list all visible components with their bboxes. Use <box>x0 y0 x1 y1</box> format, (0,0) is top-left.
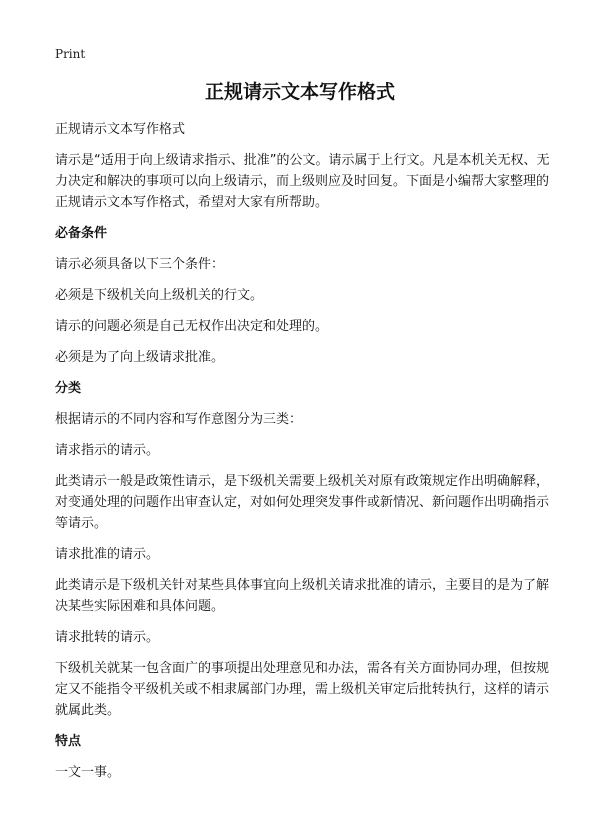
paragraph: 必须是为了向上级请求批准。 <box>55 350 225 365</box>
paragraph: 请求批转的请示。 <box>55 630 160 645</box>
paragraph: 请求批准的请示。 <box>55 547 160 562</box>
paragraph: 请示必须具备以下三个条件： <box>55 257 225 272</box>
article-body <box>55 119 551 793</box>
paragraph: 请示的问题必须是自己无权作出决定和处理的。 <box>55 319 329 334</box>
subtitle-paragraph: 正规请示文本写作格式 <box>55 122 186 137</box>
paragraph: 下级机关就某一包含面广的事项提出处理意见和办法，需各有关方面协同办理，但按规定又不能指令平级机关或不相隶属部门办理，需上级机关审定后批转执行，这样的请示就属此类。 <box>55 661 550 718</box>
paragraph: 必须是下级机关向上级机关的行文。 <box>55 288 264 303</box>
paragraph: 此类请示一般是政策性请示，是下级机关需要上级机关对原有政策规定作出明确解释，对变通处理的问题作出审查认定，对如何处理突发事件或新情况、新问题作出明确指示等请示。 <box>55 474 550 531</box>
section-heading-categories: 分类 <box>55 381 82 396</box>
intro-paragraph: 请示是“适用于向上级请求指示、批准”的公文。请示属于上行文。凡是本机关无权、无力决定和解决的事项可以向上级请示，而上级则应及时回复。下面是小编帮大家整理的正规请示文本写作格式，希望对大家有所帮助。 <box>55 153 550 210</box>
section-heading-requirements: 必备条件 <box>55 226 108 241</box>
paragraph: 一文一事。 <box>55 765 121 780</box>
section-heading-features: 特点 <box>55 734 82 749</box>
paragraph: 此类请示是下级机关针对某些具体事宜向上级机关请求批准的请示，主要目的是为了解决某些实际困难和具体问题。 <box>55 578 550 614</box>
paragraph: 请求指示的请示。 <box>55 443 160 458</box>
paragraph: 根据请示的不同内容和写作意图分为三类： <box>55 412 303 427</box>
page-title: 正规请示文本写作格式 <box>204 81 395 103</box>
print-link[interactable]: Print <box>55 47 86 61</box>
